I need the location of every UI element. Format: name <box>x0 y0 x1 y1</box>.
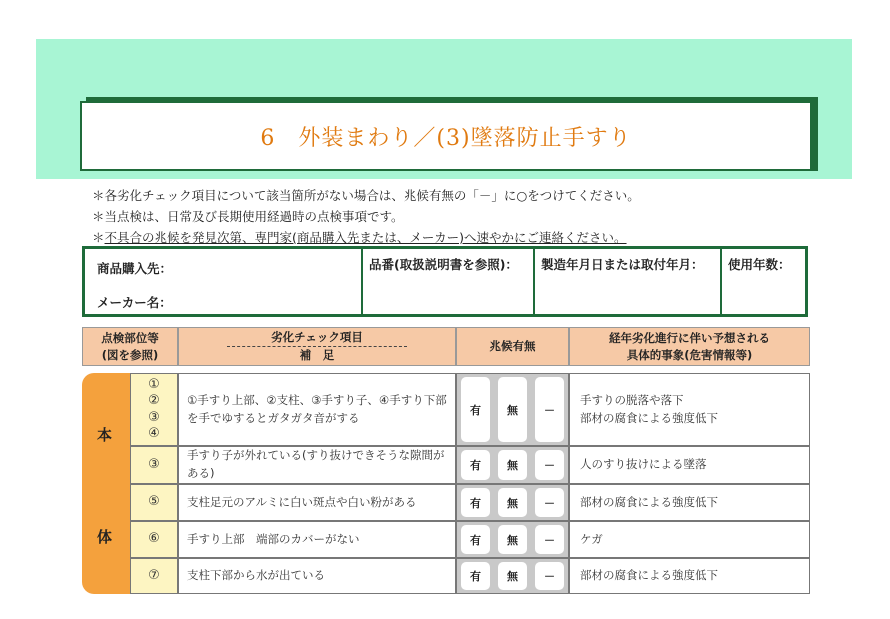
option-no-button[interactable]: 無 <box>498 377 527 442</box>
note-3-text: 不具合の兆候を発見次第、専門家(商品購入先または、メーカー)へ速やかにご連絡ください。 <box>104 230 627 245</box>
check-item <box>178 484 456 521</box>
option-na-button[interactable]: － <box>535 488 564 517</box>
check-item <box>178 446 456 484</box>
body-label-bottom: 体 <box>97 528 113 546</box>
header-sign <box>456 327 569 366</box>
option-no-button[interactable]: 無 <box>498 562 527 590</box>
option-no-button[interactable]: 無 <box>498 488 527 517</box>
check-item-text: 手すり子が外れている(すり抜けできそうな隙間がある) <box>187 448 445 480</box>
result-text: 手すりの脱落や落下 <box>580 392 684 407</box>
body-section-tab <box>82 373 130 594</box>
check-item <box>178 521 456 558</box>
part-number: ② <box>148 393 160 409</box>
result-text: 部材の腐食による強度低下 <box>580 410 718 425</box>
sign-options <box>456 373 569 446</box>
option-yes-button[interactable]: 有 <box>461 377 490 442</box>
result-cell <box>569 558 810 594</box>
part-number-cell <box>130 558 178 594</box>
result-cell <box>569 521 810 558</box>
header-result-line2: 具体的事象(危害情報等) <box>626 347 753 362</box>
note-3-prefix: ＊ <box>92 230 105 245</box>
header-part-line2: (図を参照) <box>101 347 159 362</box>
result-text: 部材の腐食による強度低下 <box>580 494 718 509</box>
option-na-button[interactable]: － <box>535 450 564 480</box>
option-yes-button[interactable]: 有 <box>461 562 490 590</box>
part-number: ① <box>148 377 160 392</box>
note-1: ＊各劣化チェック項目について該当箇所がない場合は、兆候有無の「－」に○をつけてください。 <box>92 188 640 203</box>
sign-options <box>456 521 569 558</box>
page-title: 6 外装まわり／(3)墜落防止手すり <box>260 125 632 151</box>
check-item <box>178 558 456 594</box>
part-number-cell[interactable] <box>363 249 535 314</box>
years-used-label: 使用年数： <box>728 257 791 272</box>
sign-options <box>456 558 569 594</box>
header-sign-text: 兆候有無 <box>489 339 536 354</box>
header-check-line2: 補 足 <box>299 348 335 362</box>
part-number-cell <box>130 484 178 521</box>
option-yes-button[interactable]: 有 <box>461 450 490 480</box>
part-number: ⑤ <box>148 494 160 510</box>
option-yes-button[interactable]: 有 <box>461 488 490 517</box>
check-item <box>178 373 456 446</box>
option-no-button[interactable]: 無 <box>498 450 527 480</box>
result-cell <box>569 446 810 484</box>
part-number-cell <box>130 446 178 484</box>
check-item-text: 手すり上部 端部のカバーがない <box>187 531 360 546</box>
manufacture-date-cell[interactable] <box>535 249 722 314</box>
header-result <box>569 327 810 366</box>
note-3 <box>92 228 627 246</box>
option-no-button[interactable]: 無 <box>498 525 527 554</box>
result-text: 部材の腐食による強度低下 <box>580 568 718 583</box>
part-number: ③ <box>148 409 160 425</box>
check-item-text: ①手すり上部、②支柱、③手すり子、④手すり下部を手でゆするとガタガタ音がする <box>187 392 447 425</box>
option-na-button[interactable]: － <box>535 377 564 442</box>
part-number: ⑦ <box>148 567 160 583</box>
manufacture-date-label: 製造年月日または取付年月： <box>541 257 704 272</box>
check-item-text: 支柱下部から水が出ている <box>187 568 325 583</box>
header-part <box>82 327 178 366</box>
sign-options <box>456 446 569 484</box>
header-result-line1: 経年劣化進行に伴い予想される <box>609 330 770 345</box>
note-2: ＊当点検は、日常及び長期使用経過時の点検事項です。 <box>92 209 404 224</box>
result-text: ケガ <box>580 531 603 546</box>
body-label-top: 本 <box>97 426 113 444</box>
part-number-cell <box>130 521 178 558</box>
result-text: 人のすり抜けによる墜落 <box>580 457 707 472</box>
header-check-line1: 劣化チェック項目 <box>227 329 407 347</box>
header-part-line1: 点検部位等 <box>101 330 159 345</box>
header-check <box>178 327 456 366</box>
maker-label: メーカー名： <box>97 295 172 310</box>
result-cell <box>569 484 810 521</box>
part-number: ④ <box>148 425 160 441</box>
part-number-cell <box>130 373 178 446</box>
result-cell <box>569 373 810 446</box>
product-info-box <box>82 246 808 317</box>
part-number: ⑥ <box>148 531 160 547</box>
sign-options <box>456 484 569 521</box>
option-yes-button[interactable]: 有 <box>461 525 490 554</box>
purchase-maker-cell[interactable] <box>85 249 363 314</box>
years-used-cell[interactable] <box>722 249 805 314</box>
purchase-label: 商品購入先： <box>97 261 173 276</box>
part-number-label: 品番(取扱説明書を参照)： <box>369 257 518 272</box>
part-number: ③ <box>148 456 160 472</box>
option-na-button[interactable]: － <box>535 525 564 554</box>
option-na-button[interactable]: － <box>535 562 564 590</box>
check-item-text: 支柱足元のアルミに白い斑点や白い粉がある <box>187 494 417 509</box>
title-box <box>80 101 812 171</box>
